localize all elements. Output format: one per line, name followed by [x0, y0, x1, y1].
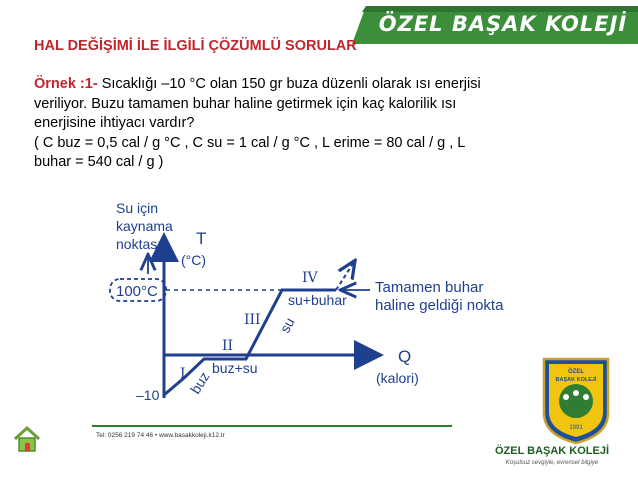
footer-divider	[92, 425, 452, 427]
page-title: HAL DEĞİŞİMİ İLE İLGİLİ ÇÖZÜMLÜ SORULAR	[34, 38, 357, 54]
logo-text: BAŞAK KOLEJİ	[555, 377, 597, 383]
phase-label: su	[276, 314, 298, 336]
curve-continuation	[336, 262, 354, 290]
header-banner	[352, 6, 638, 44]
phase-label: buz	[186, 368, 213, 397]
phase-label: buz+su	[212, 360, 258, 376]
banner-title: ÖZEL BAŞAK KOLEJİ	[378, 12, 628, 36]
home-icon[interactable]	[12, 425, 42, 453]
footer-contact: Tel: 0256 219 74 46 • www.basakkoleji.k12.tr	[96, 432, 225, 439]
boiling-temp-box	[110, 279, 166, 301]
x-axis-unit: (kalori)	[376, 370, 419, 386]
school-name: ÖZEL BAŞAK KOLEJİ	[494, 445, 610, 457]
heating-curve	[164, 290, 336, 395]
segment-label: II	[222, 338, 234, 354]
boiling-temp-label: 100°C	[116, 283, 158, 300]
y-axis-unit: (°C)	[181, 252, 207, 268]
segment-label: I	[180, 366, 186, 382]
boiling-note-line: kaynama	[116, 218, 173, 234]
example-line: veriliyor. Buzu tamamen buhar haline getirmek için kaç kalorilik ısı	[34, 95, 457, 112]
example-label: Örnek :1-	[34, 76, 98, 92]
example-paragraph	[34, 75, 594, 173]
end-note-line: haline geldiği nokta	[375, 297, 504, 314]
example-line: buhar = 540 cal / g )	[34, 154, 164, 170]
example-line: ( C buz = 0,5 cal / g °C , C su = 1 cal / g °C , L erime = 80 cal / g , L	[34, 134, 466, 151]
example-line: Sıcaklığı –10 °C olan 150 gr buza düzenli olarak ısı enerjisi	[97, 76, 481, 92]
example-line: enerjisine ihtiyacı vardır?	[34, 115, 195, 131]
end-note-line: Tamamen buhar	[375, 279, 484, 296]
logo-year: 1991	[569, 425, 583, 431]
x-axis-label: Q	[398, 347, 412, 366]
segment-label: III	[244, 312, 261, 328]
start-temp-label: –10	[136, 387, 160, 403]
school-logo	[540, 355, 612, 445]
boiling-note-line: Su için	[116, 200, 159, 216]
phase-label: su+buhar	[288, 292, 347, 308]
school-motto: Koşulsuz sevgiyle, evrensel bilgiye	[505, 460, 599, 466]
logo-text: ÖZEL	[568, 369, 584, 375]
boiling-note-line: noktası	[116, 236, 162, 252]
y-axis-label: T	[196, 229, 207, 248]
segment-label: IV	[302, 270, 318, 286]
